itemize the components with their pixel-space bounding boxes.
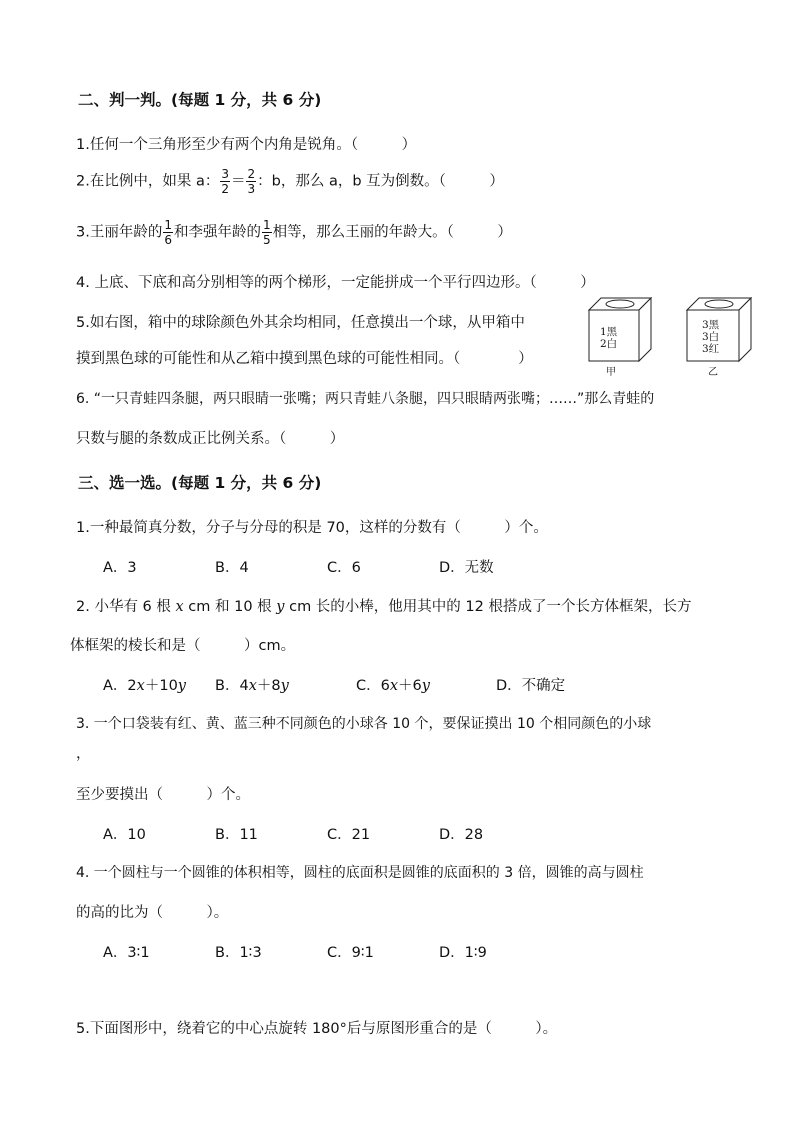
- ball-box-b: [686, 297, 752, 377]
- judge-q5-line2: 摸到黑色球的可能性和从乙箱中摸到黑色球的可能性相同。（ ）: [76, 351, 533, 367]
- choice-q3-comma: ，: [76, 746, 91, 762]
- choice-q3-option-b: B．11: [215, 827, 258, 843]
- fraction-1-6: [163, 219, 173, 246]
- judge-q3-suffix: 相等，那么王丽的年龄大。（ ）: [272, 224, 512, 241]
- choice-q2-line1: [76, 595, 691, 616]
- choice-q2-option-d: D．不确定: [496, 678, 566, 694]
- choice-q3-line1: 3. 一个口袋装有红、黄、蓝三种不同颜色的小球各 10 个，要保证摸出 10 个相同颜色的小球: [76, 716, 652, 732]
- judge-q3: [76, 219, 512, 246]
- choice-q2-option-c: [356, 674, 430, 695]
- judge-q6-line2: 只数与腿的条数成正比例关系。（ ）: [76, 431, 345, 447]
- choice-q2-line2: 体框架的棱长和是（ ）cm。: [70, 638, 296, 654]
- fraction-denominator: 3: [247, 182, 256, 196]
- choice-q3-line2: 至少要摸出（ ）个。: [76, 787, 250, 803]
- choice-q5: 5.下面图形中，绕着它的中心点旋转 180°后与原图形重合的是（ ）。: [76, 1021, 558, 1037]
- fraction-numerator: 1: [262, 218, 271, 232]
- choice-q4-line1: 4. 一个圆柱与一个圆锥的体积相等，圆柱的底面积是圆锥的底面积的 3 倍，圆锥的高与圆柱: [76, 865, 644, 881]
- choice-q1-option-a: A．3: [103, 560, 137, 576]
- choice-q4-option-d: D．1∶9: [439, 945, 487, 961]
- fraction-denominator: 5: [262, 233, 271, 247]
- choice-q3-option-a: A．10: [103, 827, 146, 843]
- choice-q2-option-a: [103, 674, 186, 695]
- judge-q2-prefix: 2.在比例中，如果 a：: [76, 173, 220, 190]
- box-b-caption: 乙: [708, 367, 718, 378]
- choice-q4-option-b: B．1∶3: [215, 945, 262, 961]
- variable-y: y: [421, 678, 430, 694]
- box-a-label-2: 2白: [600, 338, 618, 350]
- box-a-drawing: [588, 297, 652, 363]
- variable-y: y: [177, 678, 186, 694]
- choice-q1-option-c: C．6: [327, 560, 361, 576]
- fraction-numerator: 1: [164, 218, 172, 232]
- box-a-label-1: 1黑: [600, 326, 618, 338]
- option-c-mid: ＋6: [398, 678, 422, 694]
- option-b-mid: ＋8: [256, 678, 281, 694]
- choice-q2-text-2: cm 和 10 根: [183, 599, 277, 615]
- ball-box-a: [588, 297, 652, 377]
- box-b-label-3: 3红: [702, 343, 720, 355]
- choice-q2-text-1: 2. 小华有 6 根: [76, 599, 176, 615]
- judge-q2: [76, 168, 504, 195]
- choice-q2-text-3: cm 长的小棒，他用其中的 12 根搭成了一个长方体框架，长方: [284, 599, 692, 615]
- option-a-mid: ＋10: [144, 678, 178, 694]
- judge-q6-line1: 6. “一只青蛙四条腿，两只眼睛一张嘴；两只青蛙八条腿，四只眼睛两张嘴；……”那么青蛙的: [76, 391, 655, 407]
- fraction-1-5: [262, 219, 272, 246]
- choice-q2-option-b: [215, 674, 289, 695]
- section2-heading: 二、判一判。(每题 1 分，共 6 分): [78, 91, 322, 109]
- choice-q4-option-a: A．3∶1: [103, 945, 150, 961]
- variable-y: y: [276, 599, 285, 615]
- variable-x: x: [389, 678, 399, 694]
- choice-q4-line2: 的高的比为（ ）。: [76, 905, 229, 921]
- choice-q1-option-b: B．4: [215, 560, 249, 576]
- fraction-2-3: [246, 168, 256, 195]
- option-b-pre: B．4: [215, 678, 249, 694]
- fraction-numerator: 2: [247, 167, 256, 181]
- judge-q2-equals: ＝: [230, 173, 246, 190]
- choice-q3-option-d: D．28: [439, 827, 484, 843]
- judge-q1: 1.任何一个三角形至少有两个内角是锐角。（ ）: [76, 137, 417, 153]
- judge-q4: 4. 上底、下底和高分别相等的两个梯形，一定能拼成一个平行四边形。（ ）: [76, 275, 595, 291]
- fraction-numerator: 3: [221, 167, 229, 181]
- option-a-pre: A．2: [103, 678, 137, 694]
- choice-q1-option-d: D．无数: [439, 560, 494, 576]
- judge-q2-suffix: ：b，那么 a，b 互为倒数。（ ）: [257, 173, 504, 190]
- box-b-label-2: 3白: [702, 331, 720, 343]
- judge-q5-line1: 5.如右图，箱中的球除颜色外其余均相同，任意摸出一个球，从甲箱中: [76, 315, 525, 331]
- variable-x: x: [175, 599, 184, 615]
- variable-x: x: [248, 678, 257, 694]
- fraction-denominator: 6: [164, 233, 172, 247]
- variable-y: y: [280, 678, 289, 694]
- variable-x: x: [136, 678, 145, 694]
- box-a-caption: 甲: [606, 367, 616, 378]
- box-b-label-1: 3黑: [702, 319, 720, 331]
- choice-q4-option-c: C．9∶1: [327, 945, 374, 961]
- judge-q3-prefix: 3.王丽年龄的: [76, 224, 163, 241]
- judge-q3-mid: 和李强年龄的: [173, 224, 261, 241]
- section3-heading: 三、选一选。(每题 1 分，共 6 分): [78, 474, 322, 492]
- fraction-denominator: 2: [221, 182, 229, 196]
- fraction-3-2: [220, 168, 230, 195]
- option-c-pre: C．6: [356, 678, 390, 694]
- choice-q1: 1.一种最简真分数，分子与分母的积是 70，这样的分数有（ ）个。: [76, 520, 548, 536]
- choice-q3-option-c: C．21: [327, 827, 371, 843]
